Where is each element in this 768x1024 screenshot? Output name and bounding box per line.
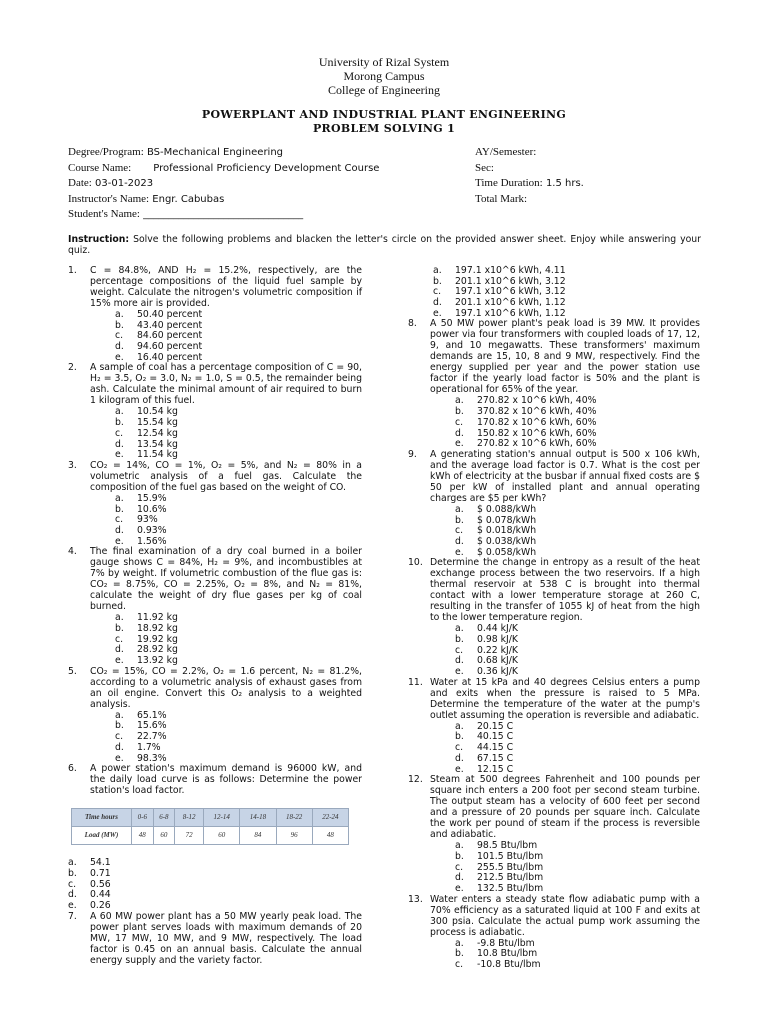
answer-option [430,764,700,775]
duration-label: Time Duration: [475,177,543,189]
answer-option [430,504,700,515]
question-item [68,460,362,546]
option-letter: e. [115,351,124,363]
option-letter: c. [433,286,442,298]
option-text: 0.71 [90,867,111,879]
answer-option [430,428,700,439]
option-letter: d. [115,741,124,753]
question-item [408,557,700,676]
option-text: 50.40 percent [137,309,203,320]
question-number: 9. [408,448,417,460]
option-letter: a. [455,503,464,515]
option-text: 0.44 [90,889,111,901]
option-letter: e. [455,666,464,678]
table-header-cell: Load (MW) [72,827,132,845]
question-item [68,763,362,910]
question-item [408,449,700,557]
option-letter: e. [455,546,464,558]
table-cell: 12-14 [204,809,240,827]
table-row [72,809,349,827]
option-letter: b. [455,850,464,862]
option-letter: a. [115,612,124,624]
option-text: 98.3% [137,752,167,764]
answer-option [430,731,700,742]
option-letter: d. [115,438,124,450]
answer-option [430,938,700,949]
answer-option [90,417,362,428]
option-letter: c. [115,330,124,342]
answer-option [90,753,362,764]
answer-option [430,753,700,764]
option-letter: e. [115,535,124,547]
option-letter: c. [115,427,124,439]
option-letter: d. [115,341,124,353]
answer-option [408,297,700,308]
option-text: 270.82 x 10^6 kWh, 60% [477,438,597,450]
answer-option [430,536,700,547]
question-text: Steam at 500 degrees Fahrenheit and 100 pounds per square inch enters a 200 foot per second steam turbine. The output steam has a velocity of 600 feet per second and a pressure of 20 pounds per square inch. Calculate the work per pound of steam if the process is reversible and adiabatic. [430,774,700,841]
question-text: A generating station's annual output is 500 x 106 kWh, and the average load factor is 0.7. What is the cost per kWh of electricity at the busbar if annual fixed costs are $ 50 per kW of installed plant and annual operating charges are $5 per kWh? [430,448,700,504]
answer-option [90,352,362,363]
option-text: $ 0.088/kWh [477,503,537,515]
option-text: 10.8 Btu/lbm [477,948,538,960]
option-text: 197.1 x10^6 kWh, 3.12 [455,286,566,298]
question-number: 2. [68,362,77,374]
question-text: CO₂ = 15%, CO = 2.2%, O₂ = 1.6 percent, N₂ = 81.2%, according to a volumetric analysis of exhaust gases from an oil engine. Convert this O₂ analysis to a weighted analysis. [90,665,362,710]
answer-option [430,645,700,656]
answer-option [430,406,700,417]
question-text: C = 84.8%, AND H₂ = 15.2%, respectively, are the percentage compositions of the liquid fuel sample by weight. Calculate the nitrogen's volumetric composition if 15% more air is provided. [90,265,362,309]
table-cell: 48 [312,827,348,845]
answer-option [430,959,700,970]
college-name: College of Engineering [328,83,440,97]
answer-option [430,547,700,558]
answer-option [68,868,362,879]
answer-option [90,330,362,341]
option-letter: c. [455,416,464,428]
option-text: 13.54 kg [137,438,178,450]
option-letter: d. [455,752,464,764]
option-letter: e. [115,449,124,461]
table-cell: 84 [240,827,276,845]
table-cell: 8-12 [175,809,204,827]
date-label: Date: [68,177,92,189]
option-letter: d. [455,872,464,884]
option-text: 40.15 C [477,731,514,743]
instructor-value: Engr. Cabubas [152,193,225,205]
answer-option [90,525,362,536]
option-letter: d. [455,655,464,667]
question-number: 5. [68,665,77,677]
option-text: 212.5 Btu/lbm [477,872,544,884]
option-letter: a. [455,840,464,852]
answer-option [90,731,362,742]
option-letter: b. [115,720,124,732]
option-letter: e. [115,752,124,764]
option-letter: b. [115,417,124,429]
question-number: 11. [408,676,423,688]
option-letter: c. [115,514,124,526]
option-text: 270.82 x 10^6 kWh, 40% [477,395,597,407]
question-item [408,894,700,970]
question-text: Water enters a steady state flow adiabatic pump with a 70% efficiency as a saturated liquid at 100 F and exits at 300 psia. Calculate the actual pump work assuming the process is adiabatic. [430,893,700,938]
questions-column-right [408,265,700,970]
answer-option [430,417,700,428]
option-text: 1.56% [137,535,167,547]
answer-option [90,612,362,623]
answer-option [90,493,362,504]
table-cell: 18-22 [276,809,312,827]
option-text: 201.1 x10^6 kWh, 1.12 [455,297,566,309]
question-text: A power station's maximum demand is 96000 kW, and the daily load curve is as follows: Determine the power station's load factor. [90,763,362,797]
option-text: 150.82 x 10^6 kWh, 60% [477,427,597,439]
option-letter: a. [115,309,124,320]
answer-option [90,341,362,352]
option-letter: b. [455,948,464,960]
question-number: 4. [68,546,77,558]
option-text: 12.15 C [477,763,514,775]
option-text: 170.82 x 10^6 kWh, 60% [477,416,597,428]
answer-option [68,857,362,868]
instructor-label: Instructor's Name: [68,192,150,205]
option-letter: c. [455,644,464,656]
question-item [408,774,700,893]
answer-option [430,525,700,536]
option-letter: d. [115,644,124,656]
question-number: 6. [68,763,77,775]
question-number: 1. [68,265,77,276]
answer-option [430,634,700,645]
option-letter: e. [68,899,77,911]
answer-option [68,879,362,890]
duration-value: 1.5 hrs. [545,178,584,189]
question-text: Water at 15 kPa and 40 degrees Celsius enters a pump and exits when the pressure is raised to 5 MPa. Determine the temperature of the water at the pump's outlet assuming the operation is reversible and adiabatic. [430,676,700,721]
answer-option [90,449,362,460]
question-number: 8. [408,318,417,330]
option-letter: a. [455,395,464,407]
option-letter: a. [455,720,464,732]
question-text: CO₂ = 14%, CO = 1%, O₂ = 5%, and N₂ = 80% in a volumetric analysis of a fuel gas. Calculate the composition of the fuel gas based on the weight of CO. [90,459,362,493]
question-text: Determine the change in entropy as a result of the heat exchange process between the two reservoirs. If a high thermal reservoir at 538 C is brought into thermal contact with a lower temperature storage at 260 C, resulting in the transfer of 1055 kJ of heat from the high to the lower temperature region. [430,557,700,624]
option-text: 20.15 C [477,720,514,732]
answer-option [430,883,700,894]
table-cell: 22-24 [312,809,348,827]
exam-title: PROBLEM SOLVING 1 [312,122,456,135]
answer-option [430,851,700,862]
option-text: 0.98 kJ/K [477,634,519,645]
question-text: The final examination of a dry coal burned in a boiler gauge shows C = 84%, H₂ = 9%, and incombustibles at 7% by weight. If volumetric combustion of the flue gas is: CO₂ = 8.75%, CO = 2.25%, O₂ = 8%, and N₂ = 81%, calculate the weight of dry flue gases per kg of coal burned. [90,546,362,613]
option-letter: d. [455,535,464,547]
option-text: -10.8 Btu/lbm [477,959,541,970]
option-text: $ 0.078/kWh [477,514,537,526]
option-letter: b. [115,623,124,634]
answer-option [430,948,700,959]
table-cell: 14-18 [240,809,276,827]
answer-option [430,515,700,526]
question-text: A 50 MW power plant's peak load is 39 MW. It provides power via four transformers with coupled loads of 17, 12, 9, and 10 megawatts. These transformers' maximum demands are 15, 10, 8 and 9 MW, respectively. Find the energy supplied per year and the power station use factor if the yearly load factor is 50% and the plant is operational for 65% of the year. [430,318,700,396]
table-cell: 6-8 [153,809,175,827]
option-text: 12.54 kg [137,427,178,439]
course-label: Course Name: [68,161,132,174]
option-text: 0.22 kJ/K [477,644,519,656]
program-value: BS-Mechanical Engineering [146,147,284,158]
answer-option [430,862,700,873]
answer-option [90,309,362,320]
option-text: 1.7% [137,741,161,753]
option-text: 197.1 x10^6 kWh, 4.11 [455,265,566,276]
answer-option [430,742,700,753]
option-letter: c. [68,878,77,890]
option-text: 13.92 kg [137,655,178,667]
option-text: 22.7% [137,731,167,743]
option-text: -9.8 Btu/lbm [477,937,535,949]
question-item [68,911,362,966]
table-cell: 60 [204,827,240,845]
option-text: 98.5 Btu/lbm [477,840,538,852]
question-number: 10. [408,557,423,569]
option-letter: b. [433,275,442,287]
ay-semester-label: AY/Semester: [475,146,537,158]
option-letter: d. [68,889,77,901]
table-row [72,827,349,845]
question-item [68,265,362,362]
option-letter: c. [455,525,464,537]
option-text: 10.54 kg [137,406,178,418]
answer-option [90,644,362,655]
option-text: 65.1% [137,709,167,721]
instruction-label: Instruction: [68,234,130,245]
question-text: A sample of coal has a percentage composition of C = 90, H₂ = 3.5, O₂ = 3.0, N₂ = 1.0, S = 0.5, the remainder being ash. Calculate the minimal amount of air required to burn 1 kilogram of this fuel. [90,362,362,407]
option-text: 84.60 percent [137,330,203,342]
question-number: 12. [408,774,423,786]
option-text: 197.1 x10^6 kWh, 1.12 [455,307,566,319]
answer-option [90,742,362,753]
option-text: 0.93% [137,524,167,536]
option-text: 201.1 x10^6 kWh, 3.12 [455,275,566,287]
section-label: Sec: [475,161,494,174]
option-letter: b. [68,867,77,879]
table-cell: 60 [153,827,175,845]
option-text: 0.44 kJ/K [477,623,519,635]
option-text: 255.5 Btu/lbm [477,861,544,873]
program-label: Degree/Program: [68,146,144,158]
question-number: 3. [68,459,77,471]
option-text: 10.6% [137,503,167,515]
option-letter: a. [68,857,77,869]
question-item [68,546,362,665]
answer-option [90,439,362,450]
option-letter: a. [433,265,442,276]
option-letter: e. [455,763,464,775]
option-text: 132.5 Btu/lbm [477,882,544,894]
option-text: 28.92 kg [137,644,178,656]
option-text: 101.5 Btu/lbm [477,850,544,862]
option-letter: a. [115,709,124,721]
option-text: 11.92 kg [137,612,178,624]
option-text: 67.15 C [477,752,514,764]
answer-option [90,710,362,721]
question-number: 13. [408,893,423,905]
course-info-right [475,145,584,207]
instruction-text: Solve the following problems and blacken the letter's circle on the provided answer sheet. Enjoy while answering your quiz. [68,234,701,256]
answer-option [408,265,700,276]
answer-option [408,276,700,287]
question-item [68,362,362,459]
option-letter: c. [115,633,124,645]
table-header-cell: Time hours [72,809,132,827]
question-item [68,666,362,763]
answer-option [90,634,362,645]
question-text: A 60 MW power plant has a 50 MW yearly peak load. The power plant serves loads with maximum demands of 20 MW, 17 MW, 10 MW, and 9 MW, respectively. The load factor is 0.45 on an annual basis. Calculate the annual energy supply and the variety factor. [90,910,362,966]
answer-option [68,900,362,911]
option-text: 0.68 kJ/K [477,655,519,667]
university-name: University of Rizal System [318,55,450,69]
campus-name: Morong Campus [343,69,425,83]
option-text: 0.56 [90,878,111,890]
answer-option [430,872,700,883]
answer-option [430,655,700,666]
option-letter: b. [455,514,464,526]
option-letter: c. [115,731,124,743]
option-text: 43.40 percent [137,319,203,331]
option-text: 370.82 x 10^6 kWh, 40% [477,406,597,418]
option-letter: d. [433,297,442,309]
option-letter: a. [115,406,124,418]
answer-option [430,395,700,406]
option-text: 15.54 kg [137,417,178,429]
option-letter: d. [115,524,124,536]
course-info-left [68,145,379,223]
questions-column-left [68,265,362,966]
question-number: 7. [68,910,77,922]
option-letter: d. [455,427,464,439]
option-letter: e. [115,655,124,667]
load-curve-table [71,808,349,845]
answer-option [90,720,362,731]
table-cell: 72 [175,827,204,845]
student-label: Student's Name: [68,208,140,220]
option-text: 44.15 C [477,742,514,754]
answer-option [430,840,700,851]
course-value: Professional Proficiency Development Course [153,162,380,174]
answer-option [90,655,362,666]
answer-option [68,889,362,900]
option-letter: b. [455,406,464,418]
option-text: 11.54 kg [137,449,178,461]
option-text: $ 0.018/kWh [477,525,537,537]
table-cell: 96 [276,827,312,845]
option-letter: c. [455,959,464,970]
option-text: 16.40 percent [137,351,203,363]
option-text: 94.60 percent [137,341,203,353]
option-letter: b. [115,503,124,515]
answer-option [430,438,700,449]
answer-option [430,666,700,677]
answer-option [90,514,362,525]
option-letter: e. [455,882,464,894]
option-letter: b. [455,634,464,645]
answer-option [90,406,362,417]
question-7-options-continued [408,265,700,318]
total-mark-label: Total Mark: [475,192,528,205]
option-text: 18.92 kg [137,623,178,634]
answer-option [430,623,700,634]
answer-option [90,428,362,439]
option-letter: b. [115,319,124,331]
answer-option [90,504,362,515]
option-text: 15.9% [137,492,167,504]
answer-option [408,308,700,319]
option-text: 0.26 [90,899,111,911]
answer-option [430,721,700,732]
answer-option [90,623,362,634]
option-text: 93% [137,514,158,526]
answer-option [408,286,700,297]
answer-option [90,320,362,331]
option-letter: c. [455,742,464,754]
option-letter: e. [433,307,442,319]
option-text: 54.1 [90,857,111,869]
instruction [68,234,701,256]
question-item [408,318,700,448]
option-text: $ 0.038/kWh [477,535,537,547]
option-text: $ 0.058/kWh [477,546,537,558]
question-item [408,677,700,774]
option-letter: a. [455,623,464,635]
option-letter: a. [115,492,124,504]
option-text: 15.6% [137,720,167,732]
option-letter: c. [455,861,464,873]
option-text: 19.92 kg [137,633,178,645]
option-text: 0.36 kJ/K [477,666,519,678]
answer-option [90,536,362,547]
student-name-line: ________________________________ [143,209,304,220]
option-letter: a. [455,937,464,949]
subject-title: POWERPLANT AND INDUSTRIAL PLANT ENGINEERING [201,108,567,121]
option-list [68,857,362,910]
option-letter: b. [455,731,464,743]
table-cell: 48 [132,827,154,845]
table-cell: 0-6 [132,809,154,827]
date-value: 03-01-2023 [95,178,154,189]
option-letter: e. [455,438,464,450]
